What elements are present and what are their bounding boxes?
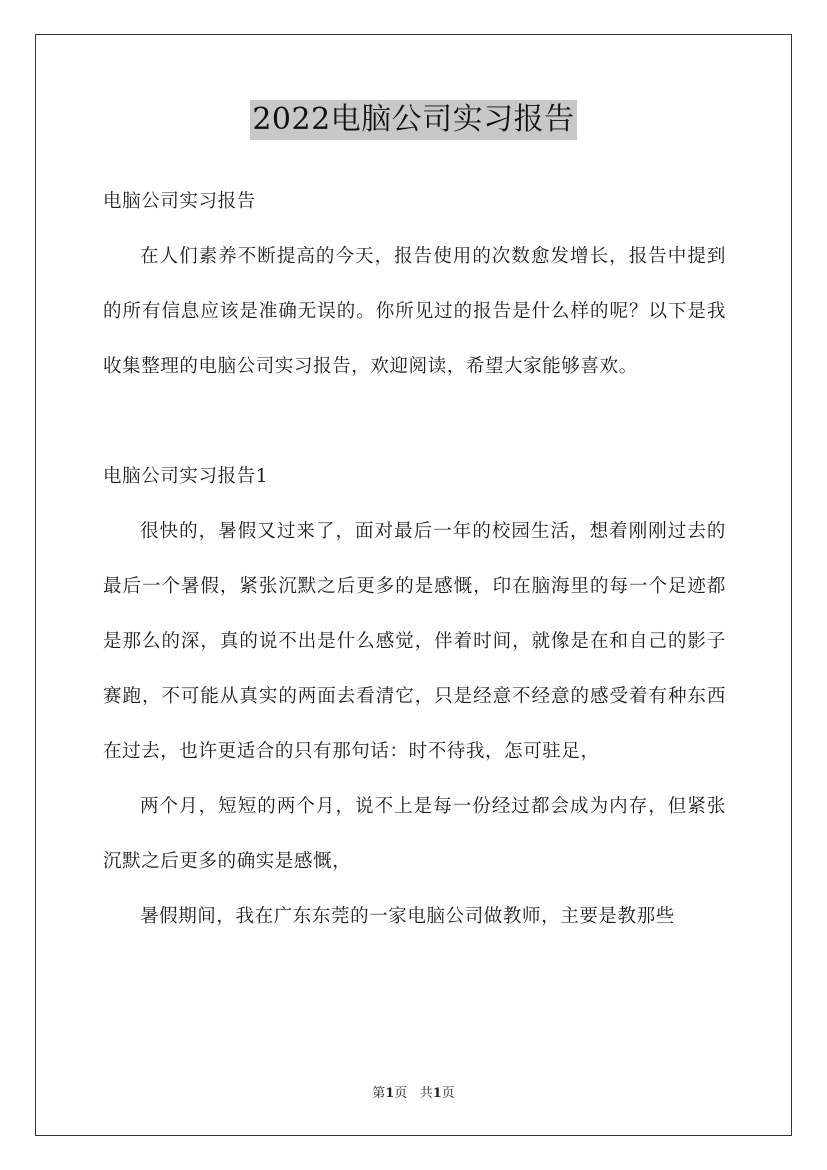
section-heading-report-1: 电脑公司实习报告1	[103, 466, 269, 487]
report-1-paragraph-3: 暑假期间，我在广东东莞的一家电脑公司做教师，主要是教那些	[140, 906, 675, 927]
report-1-paragraph-1: 很快的，暑假又过来了，面对最后一年的校园生活，想着刚刚过去的最后一个暑假，紧张沉默之后更多的是感慨，印在脑海里的每一个足迹都是那么的深，真的说不出是什么感觉，伴着时间，就像是在和自己的影子赛跑，不可能从真实的两面去看清它，只是经意不经意的感受着有种东西在过去，也许更适合的只有那句话：时不待我，怎可驻足，	[103, 521, 726, 762]
section-heading-intro: 电脑公司实习报告	[103, 191, 256, 212]
document-title: 2022电脑公司实习报告	[250, 100, 576, 140]
section-spacer	[103, 394, 726, 449]
total-prefix: 共	[419, 1086, 433, 1101]
page-prefix: 第	[372, 1086, 386, 1101]
document-body	[103, 174, 726, 944]
page-total: 1	[432, 1086, 442, 1101]
page-footer	[0, 1082, 827, 1101]
report-1-paragraph-2: 两个月，短短的两个月，说不上是每一份经过都会成为内存，但紧张沉默之后更多的确实是感慨，	[103, 796, 726, 872]
page-current: 1	[385, 1086, 395, 1101]
intro-paragraph: 在人们素养不断提高的今天，报告使用的次数愈发增长，报告中提到的所有信息应该是准确无误的。你所见过的报告是什么样的呢？以下是我收集整理的电脑公司实习报告，欢迎阅读，希望大家能够喜欢。	[103, 246, 726, 377]
page-suffix: 页	[394, 1086, 408, 1101]
total-suffix: 页	[441, 1086, 455, 1101]
title-container	[0, 100, 827, 140]
